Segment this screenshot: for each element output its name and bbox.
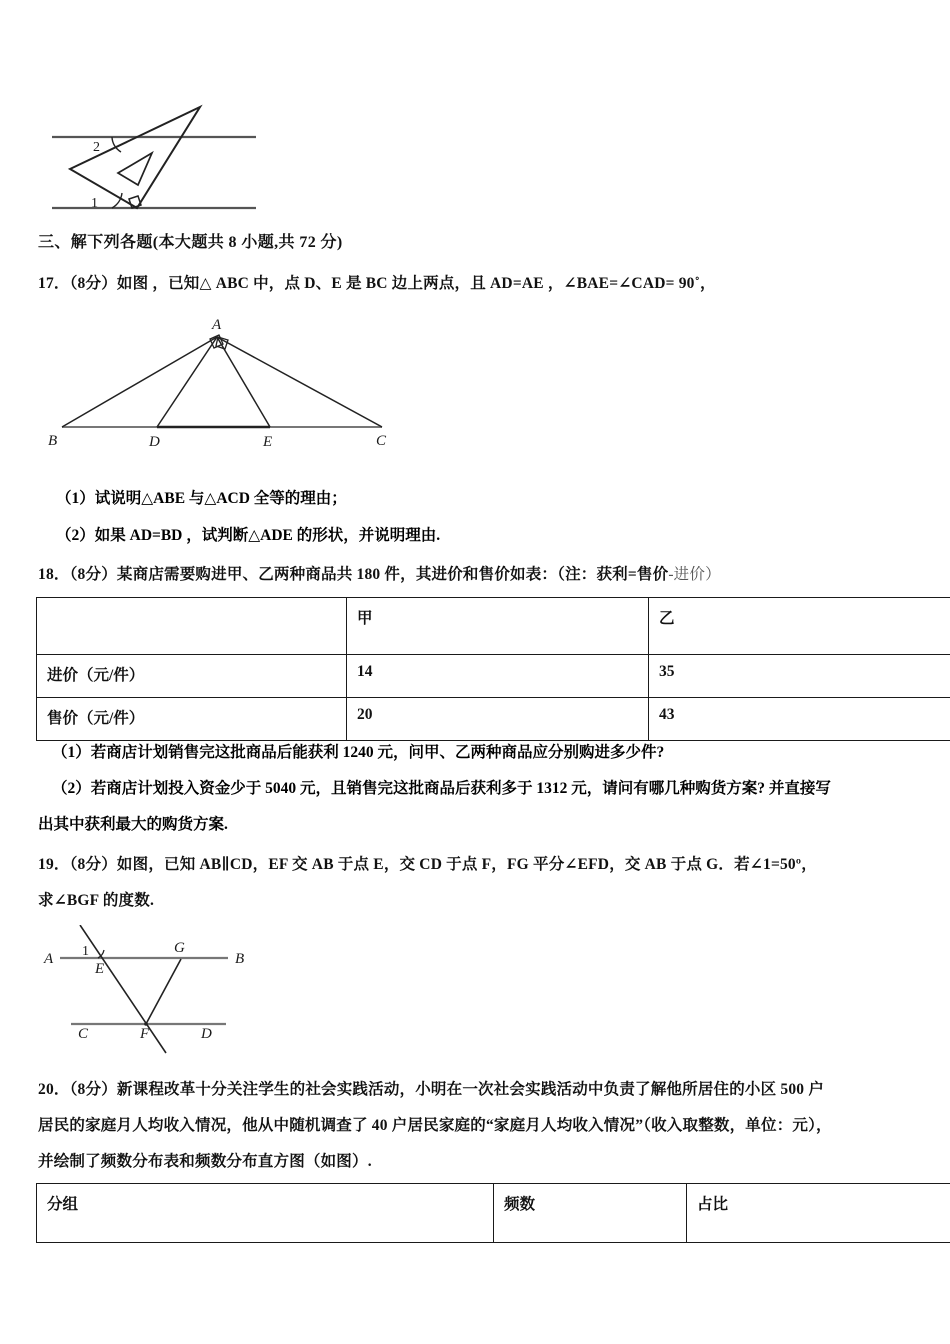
q17-sub2: （2）如果 AD=BD ，试判断△ADE 的形状，并说明理由. <box>56 527 441 544</box>
q18-price-table <box>36 597 950 741</box>
q19-stem-line <box>38 853 817 877</box>
q20-stem-line2: 居民的家庭月人均收入情况，他从中随机调查了 40 户居民家庭的“家庭月人均收入情况”（收入取整数，单位：元）， <box>38 1117 832 1134</box>
q17-triangle-svg <box>42 315 442 450</box>
vertex-label-c: C <box>376 433 387 449</box>
q18-stem-note: -进价） <box>668 566 721 583</box>
q17-marks: （8分） <box>69 275 117 292</box>
price-yi-value: 43 <box>649 698 950 741</box>
label-d: D <box>201 1026 212 1042</box>
label-g: G <box>174 940 185 956</box>
freq-table-header-proportion: 占比 <box>687 1184 950 1243</box>
angle-2-label: 2 <box>93 140 100 155</box>
q18-sub2: （2）若商店计划投入资金少于 5040 元，且销售完这批商品后获利多于 1312 元，请问有哪几种购货方案? 并直接写 <box>52 780 831 797</box>
vertex-label-b: B <box>48 433 58 449</box>
freq-table-header-frequency: 频数 <box>494 1184 687 1243</box>
label-f: F <box>140 1026 150 1042</box>
q19-figure-svg <box>38 925 278 1075</box>
table-row <box>37 598 950 655</box>
segment-fg <box>146 959 181 1024</box>
segment-ae <box>217 337 270 427</box>
table-row <box>37 655 950 698</box>
table-row <box>37 698 950 741</box>
segment-ac <box>217 337 382 427</box>
segment-ab <box>62 337 217 427</box>
label-b: B <box>235 951 245 967</box>
q19-marks: （8分） <box>69 856 117 873</box>
cost-yi-value: 35 <box>649 655 950 698</box>
angle-1-label: 1 <box>91 196 98 211</box>
ruler-outer-triangle <box>70 107 200 208</box>
q19-stem-text: 如图，已知 AB∥CD，EF 交 AB 于点 E，交 CD 于点 F，FG 平分∠EFD，交 AB 于点 G．若∠1=50º， <box>116 856 817 873</box>
q18-stem-text: 某商店需要购进甲、乙两种商品共 180 件，其进价和售价如表：（注：获利=售价 <box>116 566 669 583</box>
q17-number: 17． <box>38 275 70 292</box>
q20-frequency-table <box>36 1183 950 1243</box>
label-a: A <box>44 951 54 967</box>
q17-stem-line <box>38 272 716 296</box>
q19-number: 19． <box>38 856 70 873</box>
transversal-ef <box>80 925 166 1053</box>
q20-stem-line3: 并绘制了频数分布表和频数分布直方图（如图）. <box>38 1153 372 1170</box>
vertex-label-e: E <box>263 434 273 450</box>
cost-row-label: 进价（元/件） <box>37 655 347 698</box>
q20-number: 20． <box>38 1081 70 1098</box>
price-row-label: 售价（元/件） <box>37 698 347 741</box>
table-row <box>37 1184 950 1243</box>
q18-sub2-cont: 出其中获利最大的购货方案. <box>38 816 228 833</box>
q17-stem-text: 如图 ，已知△ ABC 中，点 D、E 是 BC 边上两点，且 AD=AE ，∠BAE=∠CAD= 90˚， <box>116 275 716 292</box>
ruler-inner-triangle <box>118 153 152 185</box>
freq-table-header-group: 分组 <box>37 1184 494 1243</box>
vertex-label-d: D <box>149 434 160 450</box>
q17-triangle-figure <box>42 315 442 450</box>
segment-ad <box>157 337 217 427</box>
q20-line1: 新课程改革十分关注学生的社会实践活动，小明在一次社会实践活动中负责了解他所居住的小区 500 户 <box>116 1081 825 1098</box>
q18-sub1: （1）若商店计划销售完这批商品后能获利 1240 元，问甲、乙两种商品应分别购进多少件? <box>52 744 665 761</box>
cost-jia-value: 14 <box>347 655 649 698</box>
angle-1-label: 1 <box>82 944 89 959</box>
q18-marks: （8分） <box>69 566 117 583</box>
q19-parallel-lines-figure <box>38 925 278 1075</box>
q18-number: 18． <box>38 566 70 583</box>
price-table-header-blank <box>37 598 347 655</box>
section-heading: 三、解下列各题(本大题共 8 小题,共 72 分) <box>38 234 343 251</box>
label-e: E <box>95 961 105 977</box>
triangle-ruler-svg <box>50 95 270 220</box>
q17-sub1: （1）试说明△ABE 与△ACD 全等的理由； <box>56 490 347 507</box>
price-table-header-jia: 甲 <box>347 598 649 655</box>
price-table-header-yi: 乙 <box>649 598 950 655</box>
q18-stem-line <box>38 563 721 587</box>
triangle-ruler-figure <box>50 95 270 220</box>
label-c: C <box>78 1026 89 1042</box>
vertex-label-a: A <box>212 317 222 333</box>
price-jia-value: 20 <box>347 698 649 741</box>
q19-stem-cont: 求∠BGF 的度数. <box>38 892 155 909</box>
q20-stem-line1 <box>38 1078 824 1102</box>
q20-marks: （8分） <box>69 1081 117 1098</box>
